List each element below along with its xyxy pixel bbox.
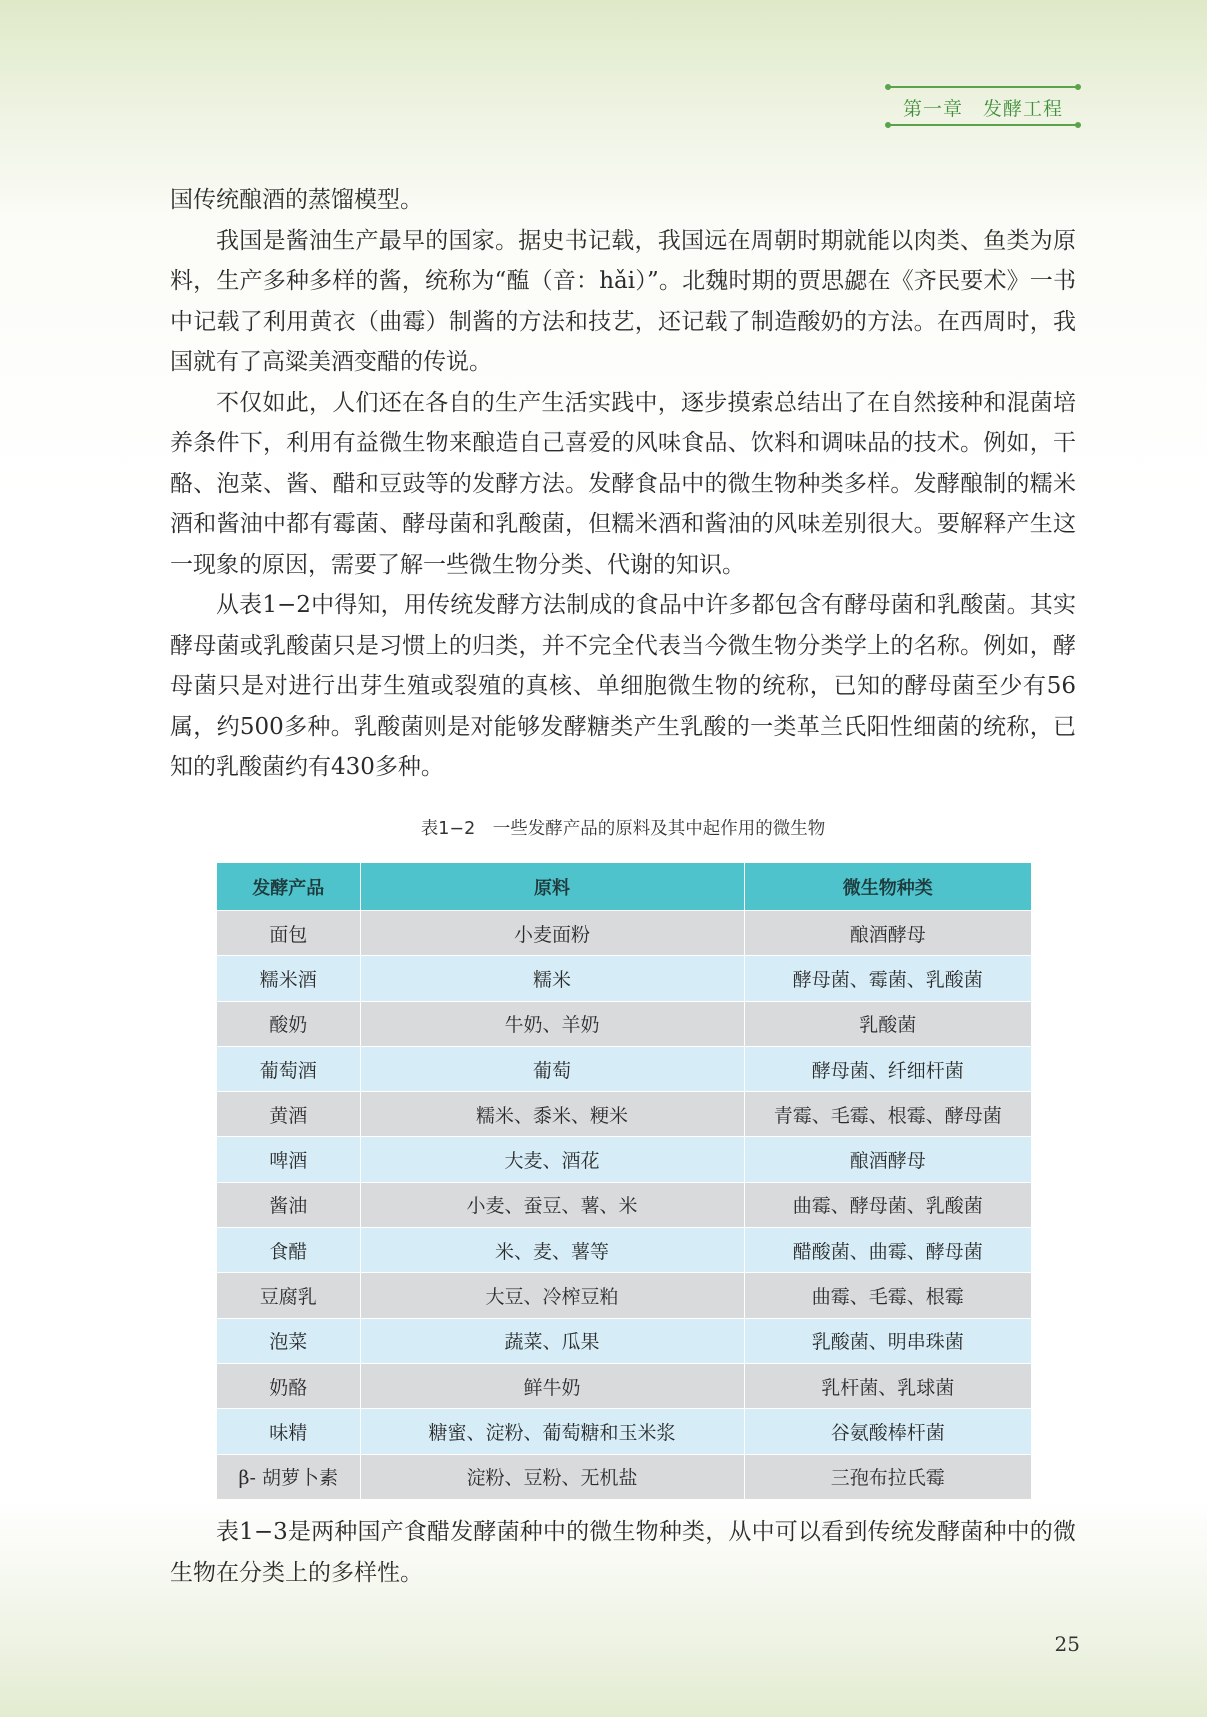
material-cell: 米、麦、薯等 <box>360 1228 744 1273</box>
product-cell: 豆腐乳 <box>217 1273 360 1318</box>
material-cell: 牛奶、羊奶 <box>360 1001 744 1046</box>
header-rule-bottom <box>888 124 1078 126</box>
table-row <box>217 1318 1031 1363</box>
microbe-cell: 乳酸菌、明串珠菌 <box>744 1318 1031 1363</box>
product-cell: 葡萄酒 <box>217 1046 360 1091</box>
fermentation-table <box>217 863 1031 1499</box>
table-row <box>217 1137 1031 1182</box>
microbe-cell: 醋酸菌、曲霉、酵母菌 <box>744 1228 1031 1273</box>
chapter-header <box>888 86 1078 126</box>
body-text <box>170 180 1076 788</box>
material-cell: 糯米、黍米、粳米 <box>360 1092 744 1137</box>
material-cell: 小麦面粉 <box>360 911 744 956</box>
product-cell: 酸奶 <box>217 1001 360 1046</box>
microbe-cell: 酿酒酵母 <box>744 1137 1031 1182</box>
material-cell: 小麦、蚕豆、薯、米 <box>360 1182 744 1227</box>
paragraph: 表1−3是两种国产食醋发酵菌种中的微生物种类，从中可以看到传统发酵菌种中的微生物在分类上的多样性。 <box>170 1519 1076 1586</box>
material-cell: 淀粉、豆粉、无机盐 <box>360 1454 744 1499</box>
paragraph: 不仅如此，人们还在各自的生产生活实践中，逐步摸索总结出了在自然接种和混菌培养条件下，利用有益微生物来酿造自己喜爱的风味食品、饮料和调味品的技术。例如，干酪、泡菜、酱、醋和豆豉等的发酵方法。发酵食品中的微生物种类多样。发酵酿制的糯米酒和酱油中都有霉菌、酵母菌和乳酸菌，但糯米酒和酱油的风味差别很大。要解释产生这一现象的原因，需要了解一些微生物分类、代谢的知识。 <box>170 389 1076 578</box>
paragraph: 我国是酱油生产最早的国家。据史书记载，我国远在周朝时期就能以肉类、鱼类为原料，生产多种多样的酱，统称为“醢（音：hǎi）”。北魏时期的贾思勰在《齐民要术》一书中记载了利用黄衣（曲霉）制酱的方法和技艺，还记载了制造酸奶的方法。在西周时，我国就有了高粱美酒变醋的传说。 <box>170 227 1076 375</box>
table-row <box>217 1273 1031 1318</box>
product-cell: 食醋 <box>217 1228 360 1273</box>
microbe-cell: 乳酸菌 <box>744 1001 1031 1046</box>
product-cell: 奶酪 <box>217 1363 360 1408</box>
column-header: 原料 <box>360 863 744 911</box>
table-row <box>217 1409 1031 1454</box>
material-cell: 鲜牛奶 <box>360 1363 744 1408</box>
header-rule-top <box>888 86 1078 88</box>
table-row <box>217 956 1031 1001</box>
paragraph: 国传统酿酒的蒸馏模型。 <box>170 187 423 213</box>
microbe-cell: 酵母菌、纤细杆菌 <box>744 1046 1031 1091</box>
microbe-cell: 曲霉、毛霉、根霉 <box>744 1273 1031 1318</box>
material-cell: 糯米 <box>360 956 744 1001</box>
microbe-cell: 酵母菌、霉菌、乳酸菌 <box>744 956 1031 1001</box>
material-cell: 大豆、冷榨豆粕 <box>360 1273 744 1318</box>
product-cell: 酱油 <box>217 1182 360 1227</box>
product-cell: β- 胡萝卜素 <box>217 1454 360 1499</box>
product-cell: 面包 <box>217 911 360 956</box>
table-row <box>217 1182 1031 1227</box>
paragraph: 从表1−2中得知，用传统发酵方法制成的食品中许多都包含有酵母菌和乳酸菌。其实酵母菌或乳酸菌只是习惯上的归类，并不完全代表当今微生物分类学上的名称。例如，酵母菌只是对进行出芽生殖或裂殖的真核、单细胞微生物的统称，已知的酵母菌至少有56属，约500多种。乳酸菌则是对能够发酵糖类产生乳酸的一类革兰氏阳性细菌的统称，已知的乳酸菌约有430多种。 <box>170 592 1076 780</box>
product-cell: 糯米酒 <box>217 956 360 1001</box>
page-number: 25 <box>1054 1632 1080 1656</box>
product-cell: 泡菜 <box>217 1318 360 1363</box>
table-caption: 表1−2 一些发酵产品的原料及其中起作用的微生物 <box>420 819 826 839</box>
closing-text <box>170 1512 1076 1593</box>
column-header: 发酵产品 <box>217 863 360 911</box>
table-row <box>217 1046 1031 1091</box>
table-row <box>217 1092 1031 1137</box>
table-header-row <box>217 863 1031 911</box>
column-header: 微生物种类 <box>744 863 1031 911</box>
microbe-cell: 乳杆菌、乳球菌 <box>744 1363 1031 1408</box>
material-cell: 糖蜜、淀粉、葡萄糖和玉米浆 <box>360 1409 744 1454</box>
product-cell: 味精 <box>217 1409 360 1454</box>
material-cell: 葡萄 <box>360 1046 744 1091</box>
table-row <box>217 1228 1031 1273</box>
table-row <box>217 911 1031 956</box>
microbe-cell: 谷氨酸棒杆菌 <box>744 1409 1031 1454</box>
microbe-cell: 曲霉、酵母菌、乳酸菌 <box>744 1182 1031 1227</box>
table-row <box>217 1363 1031 1408</box>
material-cell: 蔬菜、瓜果 <box>360 1318 744 1363</box>
chapter-title: 第一章 发酵工程 <box>902 98 1063 120</box>
product-cell: 啤酒 <box>217 1137 360 1182</box>
microbe-cell: 青霉、毛霉、根霉、酵母菌 <box>744 1092 1031 1137</box>
microbe-cell: 酿酒酵母 <box>744 911 1031 956</box>
material-cell: 大麦、酒花 <box>360 1137 744 1182</box>
product-cell: 黄酒 <box>217 1092 360 1137</box>
microbe-cell: 三孢布拉氏霉 <box>744 1454 1031 1499</box>
table-row <box>217 1454 1031 1499</box>
table-row <box>217 1001 1031 1046</box>
